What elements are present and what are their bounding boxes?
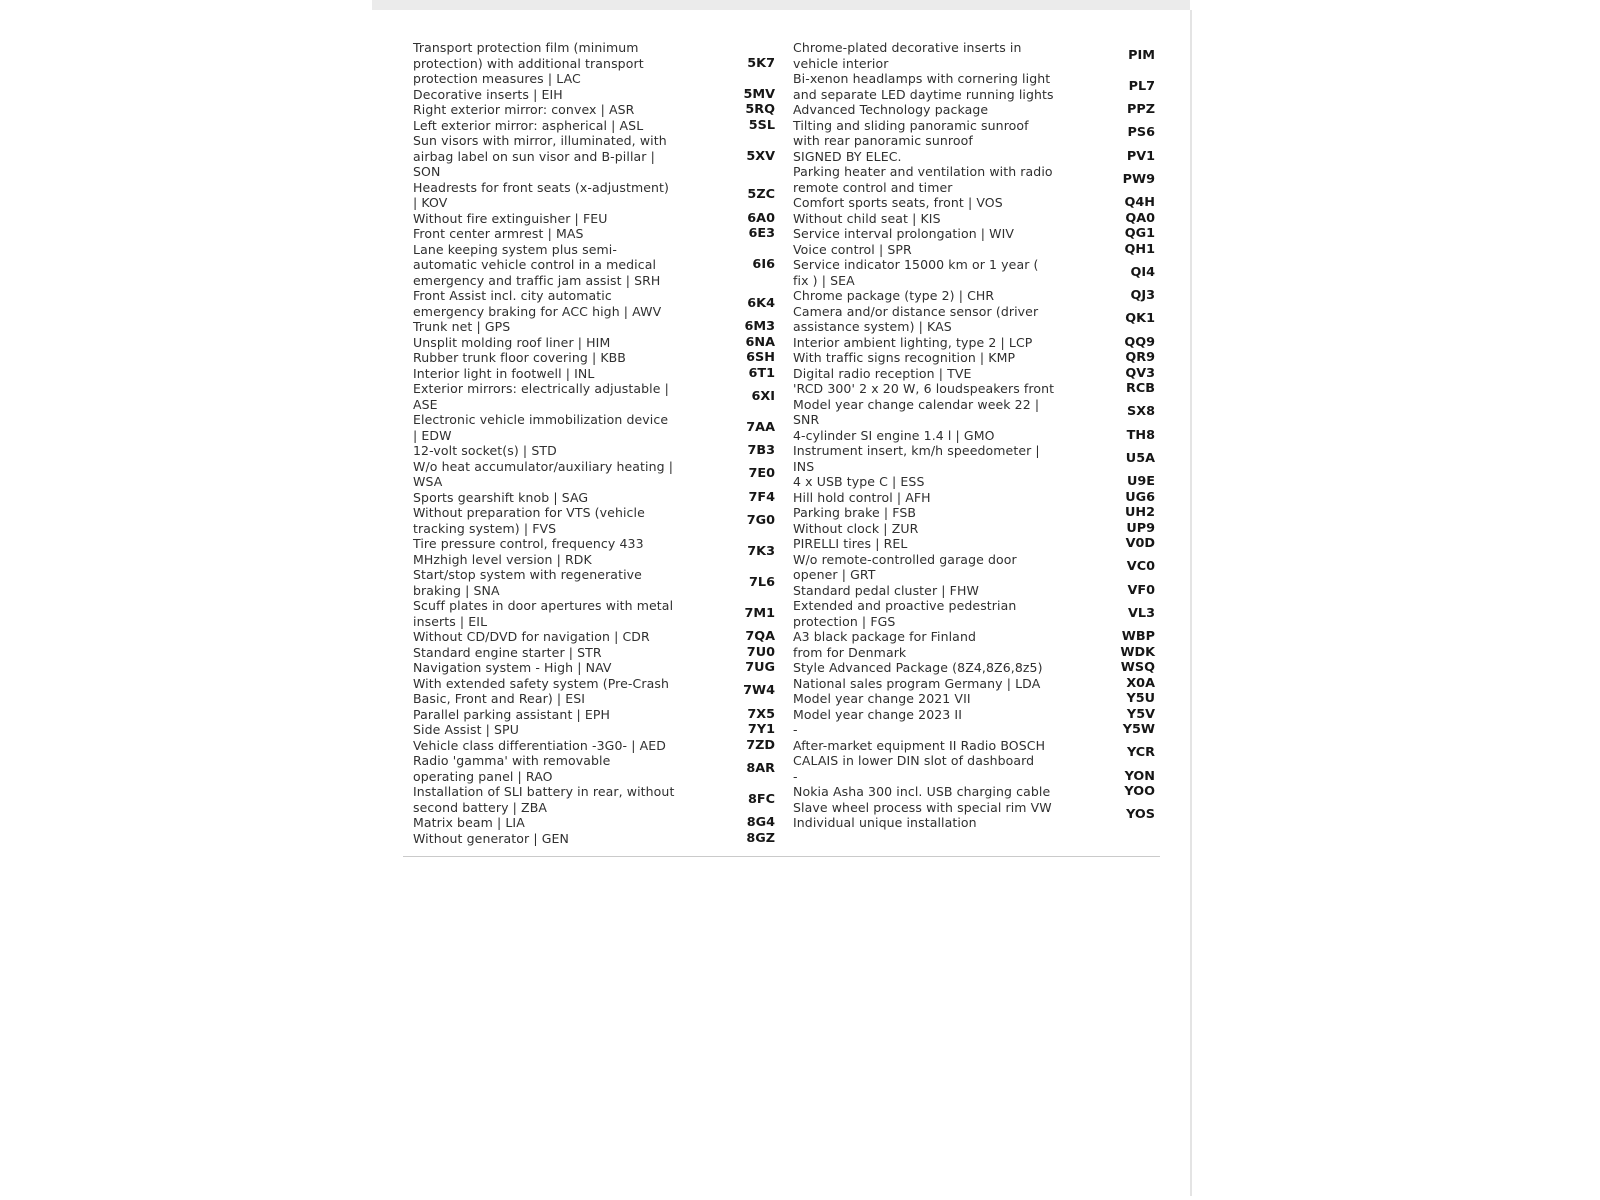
list-item (413, 288, 775, 319)
item-code: 8AR (746, 760, 775, 776)
item-description: Matrix beam | LIA (413, 815, 525, 830)
item-code: QJ3 (1130, 288, 1155, 303)
list-item (413, 629, 775, 645)
item-code: 7X5 (747, 706, 775, 722)
item-description: Without preparation for VTS (vehicle tracking system) | FVS (413, 505, 645, 536)
item-description: Without clock | ZUR (793, 520, 919, 536)
list-item (413, 87, 775, 103)
item-code: 7AA (746, 419, 775, 435)
item-description: W/o remote-controlled garage door opener | GRT (793, 551, 1017, 582)
item-description: Interior light in footwell | INL (413, 365, 595, 381)
list-item (793, 629, 1155, 645)
list-item (793, 397, 1155, 428)
item-code: 6I6 (752, 257, 775, 272)
item-code: UH2 (1124, 505, 1155, 520)
item-code: 6M3 (744, 319, 775, 334)
item-description: 4 x USB type C | ESS (793, 474, 925, 489)
item-code: 7W4 (743, 683, 775, 699)
list-item (413, 180, 775, 211)
item-description: Parking heater and ventilation with radio remote control and timer (793, 164, 1053, 195)
item-code: 7G0 (746, 512, 775, 528)
list-item (793, 211, 1155, 227)
item-code: 6A0 (747, 210, 775, 226)
item-description: Left exterior mirror: aspherical | ASL (413, 117, 644, 133)
list-item (793, 366, 1155, 382)
item-code: QH1 (1124, 241, 1155, 257)
item-description: PIRELLI tires | REL (793, 536, 908, 551)
list-item (793, 102, 1155, 118)
list-item (413, 831, 775, 847)
list-item (793, 474, 1155, 490)
item-code: PV1 (1126, 148, 1155, 164)
item-code: 8G4 (746, 815, 775, 830)
item-code: UG6 (1125, 489, 1155, 505)
item-description: Without generator | GEN (413, 830, 569, 846)
list-item (793, 164, 1155, 195)
item-description: Nokia Asha 300 incl. USB charging cable (793, 784, 1051, 799)
item-code: 8FC (747, 791, 775, 807)
item-code: WSQ (1120, 660, 1155, 675)
equipment-column-right (793, 40, 1155, 846)
item-description: Start/stop system with regenerative braking | SNA (413, 567, 642, 598)
list-item (793, 71, 1155, 102)
item-description: Comfort sports seats, front | VOS (793, 195, 1003, 210)
item-description: Digital radio reception | TVE (793, 365, 972, 381)
item-description: Model year change 2021 VII (793, 691, 971, 706)
item-code: V0D (1125, 536, 1155, 551)
list-item (793, 490, 1155, 506)
list-item (413, 815, 775, 831)
item-description: Without fire extinguisher | FEU (413, 210, 608, 226)
item-description: With extended safety system (Pre-Crash Basic, Front and Rear) | ESI (413, 675, 669, 706)
item-description: Rubber trunk floor covering | KBB (413, 350, 626, 365)
list-item (793, 645, 1155, 661)
list-item (413, 598, 775, 629)
item-description: With traffic signs recognition | KMP (793, 350, 1016, 365)
item-description: W/o heat accumulator/auxiliary heating | WSA (413, 458, 674, 489)
item-code: PL7 (1128, 78, 1155, 94)
item-code: VC0 (1126, 559, 1155, 575)
item-description: 'RCD 300' 2 x 20 W, 6 loudspeakers front (793, 381, 1055, 396)
list-item (793, 552, 1155, 583)
item-code: Y5U (1126, 691, 1155, 706)
item-code: QV3 (1125, 365, 1155, 381)
list-item (413, 319, 775, 335)
list-item (793, 350, 1155, 366)
list-item (413, 459, 775, 490)
list-item (793, 505, 1155, 521)
list-item (793, 521, 1155, 537)
item-code: WDK (1120, 644, 1155, 660)
list-item (793, 598, 1155, 629)
item-description: Parallel parking assistant | EPH (413, 706, 611, 722)
list-item (413, 707, 775, 723)
list-item (793, 691, 1155, 707)
footer-divider-line (403, 856, 1160, 857)
item-description: Decorative inserts | EIH (413, 86, 563, 102)
item-code: 5K7 (747, 55, 775, 71)
item-code: 7M1 (744, 605, 775, 621)
item-description: Model year change calendar week 22 | SNR (793, 396, 1040, 427)
item-code: 7L6 (749, 574, 775, 590)
item-description: Style Advanced Package (8Z4,8Z6,8z5) (793, 660, 1043, 675)
item-code: 8GZ (746, 830, 775, 846)
item-code: PPZ (1126, 102, 1155, 117)
item-code: YON (1124, 768, 1155, 784)
list-item (793, 257, 1155, 288)
item-description: Advanced Technology package (793, 102, 989, 117)
list-item (793, 226, 1155, 242)
item-code: VL3 (1128, 605, 1155, 621)
item-code: SX8 (1127, 404, 1155, 420)
item-description: Extended and proactive pedestrian protection | FGS (793, 598, 1017, 629)
list-item (793, 118, 1155, 149)
item-code: 7U0 (746, 644, 775, 660)
item-description: 4-cylinder SI engine 1.4 l | GMO (793, 427, 995, 443)
equipment-code-list (413, 40, 1155, 846)
item-description: Chrome-plated decorative inserts in vehicle interior (793, 40, 1022, 71)
item-description: SIGNED BY ELEC. (793, 148, 902, 164)
item-code: 6T1 (748, 365, 775, 381)
item-description: Sun visors with mirror, illuminated, with airbag label on sun visor and B-pillar | SON (413, 133, 667, 179)
item-code: PS6 (1127, 125, 1155, 141)
item-description: Interior ambient lighting, type 2 | LCP (793, 334, 1033, 350)
item-description: Front center armrest | MAS (413, 226, 584, 241)
item-description: Right exterior mirror: convex | ASR (413, 102, 635, 117)
list-item (413, 133, 775, 180)
item-code: Y5V (1126, 706, 1155, 722)
list-item (793, 738, 1155, 769)
list-item (793, 288, 1155, 304)
list-item (413, 366, 775, 382)
item-description: Installation of SLI battery in rear, without second battery | ZBA (413, 784, 675, 815)
item-code: QI4 (1130, 264, 1155, 280)
item-description: Instrument insert, km/h speedometer | INS (793, 443, 1040, 474)
list-item (413, 738, 775, 754)
list-item (793, 304, 1155, 335)
item-code: 6SH (746, 350, 775, 365)
item-code: 6XI (751, 388, 775, 404)
item-code: 7K3 (747, 543, 775, 559)
item-description: Hill hold control | AFH (793, 489, 931, 505)
item-description: Electronic vehicle immobilization device | EDW (413, 412, 669, 443)
item-code: 5XV (746, 148, 775, 164)
list-item (413, 381, 775, 412)
item-code: QQ9 (1124, 334, 1155, 350)
item-description: Radio 'gamma' with removable operating panel | RAO (413, 753, 611, 784)
list-item (793, 536, 1155, 552)
list-item (413, 40, 775, 87)
item-description: Transport protection film (minimum protection) with additional transport protection measures | LAC (413, 40, 644, 86)
list-item (413, 490, 775, 506)
item-description: Camera and/or distance sensor (driver assistance system) | KAS (793, 303, 1039, 334)
item-description: After-market equipment II Radio BOSCH CALAIS in lower DIN slot of dashboard (793, 737, 1046, 768)
item-code: 5ZC (747, 187, 775, 203)
item-description: - (793, 768, 798, 784)
equipment-column-left (413, 40, 775, 846)
item-description: Exterior mirrors: electrically adjustable | ASE (413, 381, 669, 412)
item-code: 5RQ (745, 102, 775, 117)
item-description: Scuff plates in door apertures with metal inserts | EIL (413, 598, 674, 629)
list-item (793, 800, 1155, 831)
item-description: Service indicator 15000 km or 1 year ( fix ) | SEA (793, 257, 1039, 288)
item-code: 7B3 (747, 443, 775, 458)
list-item (413, 722, 775, 738)
item-code: PIM (1128, 47, 1155, 63)
list-item (793, 722, 1155, 738)
list-item (413, 412, 775, 443)
list-item (413, 676, 775, 707)
list-item (793, 784, 1155, 800)
item-description: Tire pressure control, frequency 433 MHzhigh level version | RDK (413, 536, 644, 567)
item-description: Voice control | SPR (793, 241, 912, 257)
item-description: Headrests for front seats (x-adjustment) | KOV (413, 179, 670, 210)
item-code: YOO (1124, 784, 1155, 799)
list-item (413, 753, 775, 784)
list-item (413, 660, 775, 676)
list-item (413, 102, 775, 118)
item-code: QK1 (1125, 311, 1155, 327)
item-code: VF0 (1127, 582, 1155, 598)
item-code: TH8 (1126, 427, 1155, 443)
item-code: RCB (1126, 381, 1155, 396)
list-item (793, 40, 1155, 71)
list-item (793, 149, 1155, 165)
item-description: - (793, 722, 798, 737)
item-code: WBP (1121, 629, 1155, 644)
item-description: Trunk net | GPS (413, 319, 511, 334)
item-code: 7F4 (748, 489, 775, 505)
list-item (793, 381, 1155, 397)
item-description: Sports gearshift knob | SAG (413, 489, 589, 505)
item-description: Standard pedal cluster | FHW (793, 582, 979, 598)
item-description: Front Assist incl. city automatic emergency braking for ACC high | AWV (413, 288, 662, 319)
item-description: Standard engine starter | STR (413, 644, 602, 660)
item-description: Service interval prolongation | WIV (793, 226, 1015, 241)
item-code: 5SL (748, 117, 775, 133)
item-description: Slave wheel process with special rim VW Individual unique installation (793, 799, 1052, 830)
item-description: Side Assist | SPU (413, 722, 519, 737)
list-item (413, 118, 775, 134)
item-code: 7QA (745, 629, 775, 644)
item-code: YOS (1126, 807, 1155, 823)
list-item (793, 660, 1155, 676)
scan-edge-artifact-right (1190, 10, 1192, 1196)
list-item (413, 645, 775, 661)
item-description: 12-volt socket(s) | STD (413, 443, 557, 458)
item-description: Without CD/DVD for navigation | CDR (413, 629, 650, 644)
item-code: Y5W (1122, 722, 1155, 737)
item-description: Lane keeping system plus semi-automatic vehicle control in a medical emergency and traffic jam assist | SRH (413, 241, 661, 288)
item-code: QR9 (1125, 350, 1155, 365)
list-item (413, 505, 775, 536)
item-code: 7UG (745, 660, 775, 675)
item-code: 7Y1 (747, 722, 775, 737)
item-code: QG1 (1124, 226, 1155, 241)
list-item (413, 350, 775, 366)
scan-edge-artifact-top (372, 0, 1190, 10)
item-code: 6NA (745, 334, 775, 350)
list-item (413, 335, 775, 351)
item-code: PW9 (1122, 171, 1155, 187)
item-code: Q4H (1124, 195, 1155, 210)
list-item (793, 707, 1155, 723)
list-item (413, 211, 775, 227)
list-item (793, 195, 1155, 211)
item-description: Chrome package (type 2) | CHR (793, 288, 995, 303)
item-description: A3 black package for Finland (793, 629, 976, 644)
item-code: 6E3 (748, 226, 775, 241)
item-description: Without child seat | KIS (793, 210, 941, 226)
list-item (793, 769, 1155, 785)
list-item (793, 676, 1155, 692)
list-item (793, 242, 1155, 258)
list-item (413, 226, 775, 242)
item-code: 7E0 (748, 466, 775, 482)
item-code: YCR (1126, 745, 1155, 761)
item-code: 5MV (743, 86, 775, 102)
item-description: Bi-xenon headlamps with cornering light and separate LED daytime running lights (793, 71, 1054, 102)
item-code: QA0 (1125, 210, 1155, 226)
item-description: Unsplit molding roof liner | HIM (413, 334, 611, 350)
item-code: U9E (1126, 474, 1155, 489)
item-code: 7ZD (746, 737, 775, 753)
item-code: UP9 (1126, 520, 1155, 536)
item-description: Vehicle class differentiation -3G0- | AED (413, 737, 666, 753)
item-description: Tilting and sliding panoramic sunroof with rear panoramic sunroof (793, 117, 1029, 148)
list-item (413, 784, 775, 815)
item-code: U5A (1125, 450, 1155, 466)
item-description: from for Denmark (793, 644, 907, 660)
list-item (793, 335, 1155, 351)
item-description: Model year change 2023 II (793, 706, 962, 722)
list-item (413, 536, 775, 567)
list-item (793, 583, 1155, 599)
item-description: Parking brake | FSB (793, 505, 917, 520)
list-item (793, 428, 1155, 444)
item-code: 6K4 (747, 295, 775, 311)
item-description: National sales program Germany | LDA (793, 675, 1041, 691)
list-item (413, 443, 775, 459)
list-item (413, 242, 775, 289)
list-item (793, 443, 1155, 474)
item-code: X0A (1126, 675, 1155, 691)
list-item (413, 567, 775, 598)
item-description: Navigation system - High | NAV (413, 660, 612, 675)
